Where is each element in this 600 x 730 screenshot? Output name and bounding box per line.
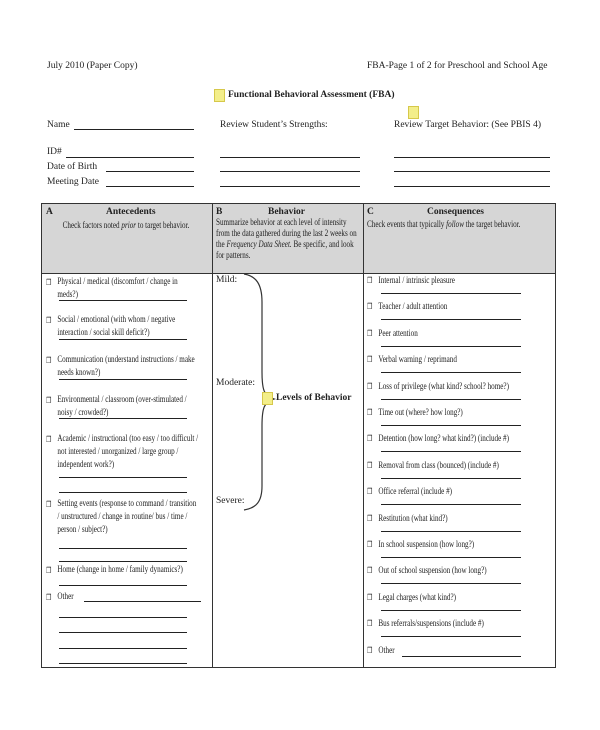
consequence-item[interactable] xyxy=(367,619,484,629)
dob-field[interactable] xyxy=(106,171,194,172)
consequence-item[interactable] xyxy=(367,276,455,286)
antecedent-label: Other xyxy=(57,592,74,602)
write-in-line[interactable] xyxy=(381,583,521,584)
checkbox-icon[interactable]: ❐ xyxy=(46,396,52,405)
col-b-desc: Summarize behavior at each level of intensity from the data gathered during the last 2 weeks on the Frequency Data Sheet. Be specific, and look for patterns. xyxy=(216,218,357,261)
form-title: Functional Behavioral Assessment (FBA) xyxy=(228,90,395,100)
target-line[interactable] xyxy=(394,157,550,158)
write-in-line[interactable] xyxy=(381,425,521,426)
write-in-line[interactable] xyxy=(381,346,521,347)
target-line[interactable] xyxy=(394,186,550,187)
write-in-line[interactable] xyxy=(381,478,521,479)
consequence-item[interactable] xyxy=(367,461,499,471)
antecedent-label: Environmental / classroom (over-stimulated / noisy / crowded?) xyxy=(57,395,187,418)
checkbox-icon[interactable]: ❐ xyxy=(367,566,373,576)
antecedent-item[interactable] xyxy=(46,591,82,604)
write-in-line[interactable] xyxy=(59,663,187,664)
antecedent-item[interactable] xyxy=(46,276,200,302)
name-field[interactable] xyxy=(74,129,194,130)
write-in-line[interactable] xyxy=(59,339,187,340)
col-c-desc: Check events that typically follow the target behavior. xyxy=(367,220,521,230)
target-line[interactable] xyxy=(394,171,550,172)
write-in-line[interactable] xyxy=(59,548,187,549)
consequence-item[interactable] xyxy=(367,487,452,497)
col-c-title: Consequences xyxy=(427,207,485,217)
consequence-item[interactable] xyxy=(367,382,509,392)
checkbox-icon[interactable]: ❐ xyxy=(367,619,373,629)
consequence-label: In school suspension (how long?) xyxy=(378,540,475,550)
page-label: FBA-Page 1 of 2 for Preschool and School Age xyxy=(367,61,548,71)
antecedent-label: Communication (understand instructions / make needs known?) xyxy=(57,355,195,378)
write-in-line[interactable] xyxy=(59,300,187,301)
checkbox-icon[interactable]: ❐ xyxy=(367,355,373,365)
meeting-date-field[interactable] xyxy=(106,186,194,187)
write-in-line[interactable] xyxy=(381,636,521,637)
checkbox-icon[interactable]: ❐ xyxy=(367,540,373,549)
write-in-line[interactable] xyxy=(381,531,521,532)
write-in-line[interactable] xyxy=(381,504,521,505)
antecedent-label: Setting events (response to command / transition / unstructured / change in routine/ bus / time / person / subject?) xyxy=(57,499,197,535)
write-in-line[interactable] xyxy=(59,617,187,618)
sticky-note-icon[interactable] xyxy=(262,392,273,405)
name-label: Name xyxy=(47,120,70,130)
col-a-letter: A xyxy=(46,207,53,217)
other-field[interactable] xyxy=(402,656,521,657)
write-in-line[interactable] xyxy=(381,451,521,452)
write-in-line[interactable] xyxy=(381,319,521,320)
strengths-line[interactable] xyxy=(220,186,360,187)
checkbox-icon[interactable]: ❐ xyxy=(367,328,373,338)
antecedent-item[interactable] xyxy=(46,498,200,537)
consequence-label: Peer attention xyxy=(378,328,418,339)
checkbox-icon[interactable]: ❐ xyxy=(367,276,373,285)
consequence-item[interactable] xyxy=(367,302,447,312)
antecedent-label: Physical / medical (discomfort / change in meds?) xyxy=(57,277,178,300)
checkbox-icon[interactable]: ❐ xyxy=(367,408,373,417)
checkbox-icon[interactable]: ❐ xyxy=(367,592,373,602)
antecedent-label: Academic / instructional (too easy / too difficult / not interested / unorganized / large group / independent work?) xyxy=(57,434,199,470)
antecedent-item[interactable] xyxy=(46,354,200,380)
antecedent-item[interactable] xyxy=(46,564,200,577)
consequence-item[interactable] xyxy=(367,540,474,550)
consequence-label: Removal from class (bounced) (include #) xyxy=(378,460,499,471)
strengths-line[interactable] xyxy=(220,157,360,158)
consequence-label: Time out (where? how long?) xyxy=(378,408,463,418)
write-in-line[interactable] xyxy=(59,418,187,419)
consequence-item[interactable] xyxy=(367,566,487,576)
consequence-label: Loss of privilege (what kind? school? home?) xyxy=(378,381,509,392)
antecedent-item[interactable] xyxy=(46,433,200,472)
consequence-label: Bus referrals/suspensions (include #) xyxy=(378,619,484,630)
column-divider xyxy=(363,204,364,667)
write-in-line[interactable] xyxy=(381,293,521,294)
write-in-line[interactable] xyxy=(381,557,521,558)
antecedent-label: Home (change in home / family dynamics?) xyxy=(57,565,183,575)
consequence-item[interactable] xyxy=(367,355,457,365)
write-in-line[interactable] xyxy=(59,379,187,380)
checkbox-icon[interactable]: ❐ xyxy=(367,381,373,391)
checkbox-icon[interactable]: ❐ xyxy=(46,278,52,287)
write-in-line[interactable] xyxy=(59,477,187,478)
write-in-line[interactable] xyxy=(59,561,187,562)
abc-table xyxy=(41,203,556,668)
dob-label: Date of Birth xyxy=(47,162,98,172)
consequence-item[interactable] xyxy=(367,514,448,524)
consequence-item[interactable] xyxy=(367,593,456,603)
consequence-item[interactable] xyxy=(367,646,395,656)
checkbox-icon[interactable]: ❐ xyxy=(46,356,52,365)
write-in-line[interactable] xyxy=(59,585,187,586)
col-b-letter: B xyxy=(216,207,223,217)
consequence-label: Teacher / adult attention xyxy=(378,302,448,313)
id-label: ID# xyxy=(47,147,62,157)
consequence-label: Legal charges (what kind?) xyxy=(378,592,457,603)
checkbox-icon[interactable]: ❐ xyxy=(367,460,373,470)
meeting-date-label: Meeting Date xyxy=(47,177,99,187)
id-field[interactable] xyxy=(66,157,194,158)
checkbox-icon[interactable]: ❐ xyxy=(46,500,52,509)
moderate-label: Moderate: xyxy=(216,378,256,388)
col-a-desc: Check factors noted prior to target behavior. xyxy=(62,221,190,231)
consequence-item[interactable] xyxy=(367,408,463,418)
other-field[interactable] xyxy=(84,601,201,602)
checkbox-icon[interactable]: ❐ xyxy=(46,435,52,444)
write-in-line[interactable] xyxy=(381,372,521,373)
write-in-line[interactable] xyxy=(381,610,521,611)
write-in-line[interactable] xyxy=(59,492,187,493)
consequence-label: Detention (how long? what kind?) (include #) xyxy=(378,434,509,445)
checkbox-icon[interactable]: ❐ xyxy=(46,593,52,602)
col-b-title: Behavior xyxy=(268,207,305,217)
consequence-label: Restitution (what kind?) xyxy=(378,513,448,524)
write-in-line[interactable] xyxy=(381,399,521,400)
antecedent-item[interactable] xyxy=(46,394,200,420)
consequence-label: Verbal warning / reprimand xyxy=(378,355,457,366)
consequence-item[interactable] xyxy=(367,434,509,444)
sticky-note-icon[interactable] xyxy=(408,106,419,119)
target-label: Review Target Behavior: (See PBIS 4) xyxy=(394,120,541,130)
checkbox-icon[interactable]: ❐ xyxy=(367,513,373,523)
col-c-letter: C xyxy=(367,207,374,217)
checkbox-icon[interactable]: ❐ xyxy=(367,487,373,497)
date-label: July 2010 (Paper Copy) xyxy=(47,61,138,71)
checkbox-icon[interactable]: ❐ xyxy=(367,302,373,312)
checkbox-icon[interactable]: ❐ xyxy=(46,316,52,325)
write-in-line[interactable] xyxy=(59,648,187,649)
checkbox-icon[interactable]: ❐ xyxy=(46,566,52,575)
col-a-title: Antecedents xyxy=(106,207,156,217)
consequence-label: Office referral (include #) xyxy=(378,487,453,498)
strengths-label: Review Student’s Strengths: xyxy=(220,120,328,130)
checkbox-icon[interactable]: ❐ xyxy=(367,645,373,655)
checkbox-icon[interactable]: ❐ xyxy=(367,434,373,444)
mild-label: Mild: xyxy=(216,275,238,285)
consequence-label: Out of school suspension (how long?) xyxy=(378,566,487,577)
consequence-item[interactable] xyxy=(367,329,418,339)
severe-label: Severe: xyxy=(216,496,245,506)
strengths-line[interactable] xyxy=(220,171,360,172)
column-divider xyxy=(212,204,213,667)
sticky-note-icon[interactable] xyxy=(214,89,225,102)
consequence-label: Internal / intrinsic pleasure xyxy=(378,276,455,286)
consequence-label: Other xyxy=(378,645,395,656)
levels-of-behavior-label: Levels of Behavior xyxy=(276,393,352,403)
antecedent-item[interactable] xyxy=(46,314,200,340)
antecedent-label: Social / emotional (with whom / negative interaction / social skill deficit?) xyxy=(57,315,176,338)
write-in-line[interactable] xyxy=(59,632,187,633)
